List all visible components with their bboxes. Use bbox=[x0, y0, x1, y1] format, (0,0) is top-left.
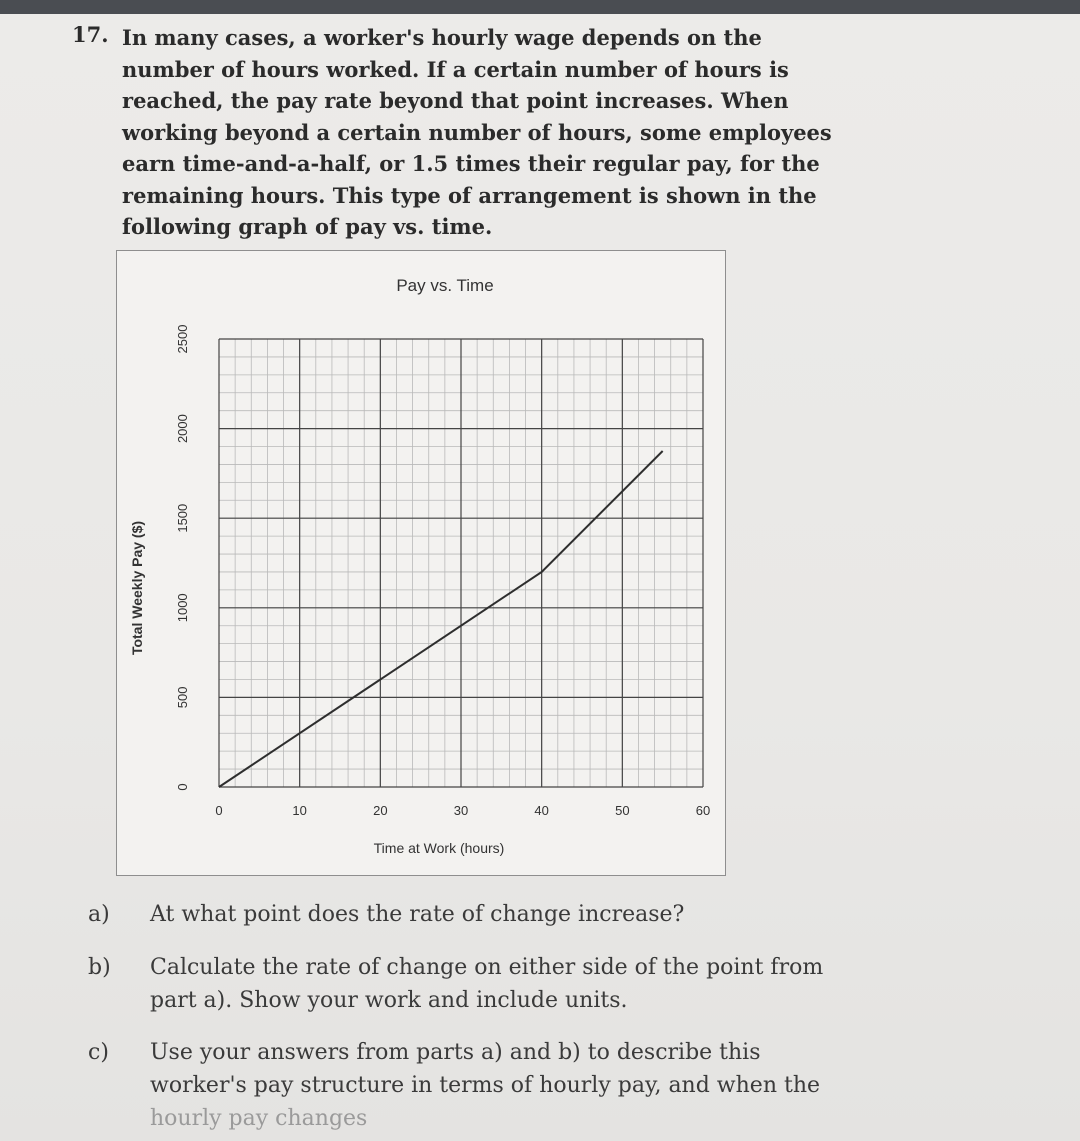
x-tick-label: 20 bbox=[373, 803, 388, 818]
y-tick-label: 0 bbox=[175, 783, 190, 791]
top-bar bbox=[0, 0, 1080, 14]
y-axis-label: Total Weekly Pay ($) bbox=[129, 520, 145, 656]
x-tick-label: 40 bbox=[534, 803, 549, 818]
part-label: b) bbox=[88, 955, 111, 980]
x-tick-label: 10 bbox=[292, 803, 307, 818]
grid bbox=[219, 339, 703, 787]
pay-vs-time-chart bbox=[116, 250, 726, 876]
part-line: Use your answers from parts a) and b) to describe this bbox=[150, 1040, 761, 1065]
series bbox=[219, 451, 663, 787]
intro-line: working beyond a certain number of hours, some employees bbox=[122, 119, 832, 145]
question-intro bbox=[122, 22, 852, 243]
intro-line: earn time-and-a-half, or 1.5 times their regular pay, for the bbox=[122, 151, 820, 176]
y-tick-label: 2500 bbox=[175, 324, 190, 354]
x-tick-label: 0 bbox=[215, 803, 223, 818]
part-text bbox=[150, 1036, 930, 1135]
intro-line: number of hours worked. If a certain number of hours is bbox=[122, 56, 789, 82]
part-text bbox=[150, 951, 930, 1017]
intro-line: following graph of pay vs. time. bbox=[122, 214, 493, 239]
part-line: worker's pay structure in terms of hourly pay, and when the bbox=[150, 1073, 821, 1098]
y-tick-label: 500 bbox=[175, 686, 190, 709]
intro-line: In many cases, a worker's hourly wage depends on the bbox=[122, 25, 762, 50]
chart-title: Pay vs. Time bbox=[396, 276, 494, 295]
pay-line bbox=[219, 451, 663, 787]
part-line: Calculate the rate of change on either side of the point from bbox=[150, 955, 824, 980]
x-tick-label: 50 bbox=[615, 803, 630, 818]
y-tick-label: 1000 bbox=[175, 593, 190, 623]
part-text bbox=[150, 898, 930, 931]
part-line: part a). Show your work and include units. bbox=[150, 988, 628, 1013]
x-tick-label: 30 bbox=[453, 803, 469, 818]
intro-line: reached, the pay rate beyond that point increases. When bbox=[122, 88, 789, 113]
part-label: c) bbox=[88, 1040, 109, 1065]
y-tick-label: 1500 bbox=[175, 503, 190, 533]
part-line: At what point does the rate of change increase? bbox=[150, 902, 685, 927]
chart-svg bbox=[117, 251, 725, 875]
intro-line: remaining hours. This type of arrangement is shown in the bbox=[122, 182, 817, 208]
part-label: a) bbox=[88, 902, 110, 927]
x-tick-label: 60 bbox=[695, 803, 711, 818]
y-tick-label: 2000 bbox=[175, 414, 190, 444]
x-axis-label: Time at Work (hours) bbox=[373, 840, 505, 856]
question-number: 17. bbox=[72, 22, 109, 47]
tick-labels bbox=[175, 325, 710, 818]
part-line: hourly pay changes bbox=[150, 1106, 368, 1131]
